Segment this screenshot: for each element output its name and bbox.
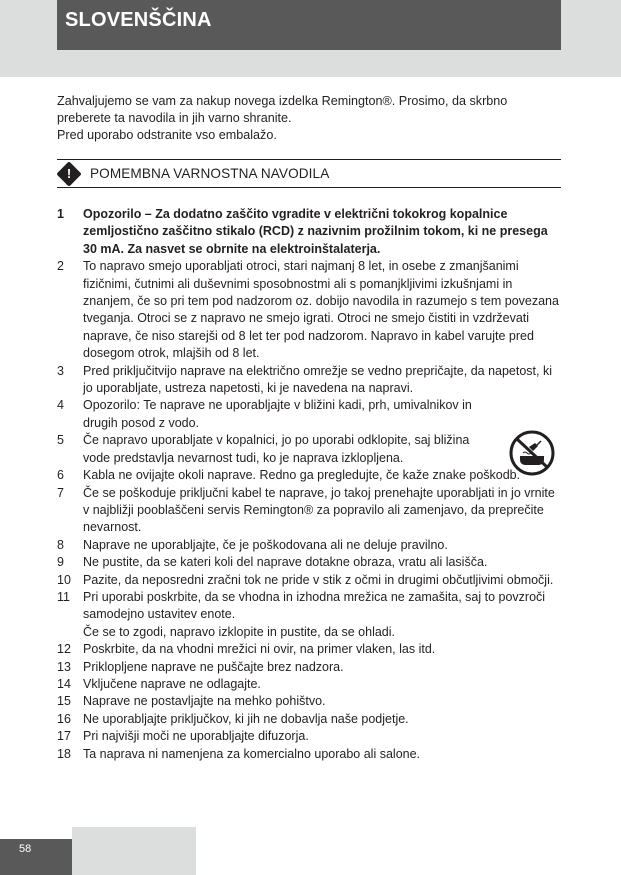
item-text: Ta naprava ni namenjena za komercialno uporabo ali salone. xyxy=(83,746,421,761)
item-text: Ne pustite, da se kateri koli del naprave dotakne obraza, vratu ali lasišča. xyxy=(83,555,488,570)
page-number-box xyxy=(0,839,72,875)
language-title-box xyxy=(57,0,561,50)
item-number: 12 xyxy=(57,642,71,657)
list-item xyxy=(57,589,561,641)
section-title: POMEMBNA VARNOSTNA NAVODILA xyxy=(90,166,330,181)
no-bath-water-icon xyxy=(508,429,556,477)
list-item xyxy=(57,206,561,258)
item-text: Če napravo uporabljate v kopalnici, jo po uporabi odklopite, saj bližina vode predstavlja nevarnost tudi, ko je naprava izklopljena. xyxy=(83,433,470,465)
list-item xyxy=(57,641,561,658)
item-number: 10 xyxy=(57,572,71,587)
item-number: 4 xyxy=(57,398,64,413)
list-item xyxy=(57,467,561,484)
item-text: Pred priključitvijo naprave na električno omrežje se vedno prepričajte, da napetost, ki jo uporabljate, ustreza napetosti, ki je navedena na napravi. xyxy=(83,363,552,396)
list-item xyxy=(57,537,561,554)
item-text: Kabla ne ovijajte okoli naprave. Redno ga pregledujte, če kaže znake poškodb. xyxy=(83,468,521,483)
item-number: 13 xyxy=(57,659,71,674)
list-item xyxy=(57,258,561,362)
list-item xyxy=(57,554,561,571)
list-item xyxy=(57,363,561,398)
list-item xyxy=(57,728,561,745)
item-number: 6 xyxy=(57,468,64,483)
list-item xyxy=(57,693,561,710)
safety-section-header xyxy=(57,159,561,188)
item-text: Pri uporabi poskrbite, da se vhodna in izhodna mrežica ne zamašita, saj to povzroči samodejno ustavitev enote. xyxy=(83,589,546,622)
item-text: Naprave ne postavljajte na mehko pohištvo. xyxy=(83,694,326,709)
item-text: Priklopljene naprave ne puščajte brez nadzora. xyxy=(83,659,344,674)
item-text-continued: Če se to zgodi, napravo izklopite in pustite, da se ohladi. xyxy=(83,624,395,639)
list-item xyxy=(57,485,561,537)
warning-icon xyxy=(56,161,81,186)
page-number: 58 xyxy=(19,843,32,855)
item-number: 17 xyxy=(57,729,71,744)
item-number: 15 xyxy=(57,694,71,709)
item-number: 18 xyxy=(57,746,71,761)
item-text: To napravo smejo uporabljati otroci, stari najmanj 8 let, in osebe z zmanjšanimi fizičnimi, čutnimi ali duševnimi sposobnostmi ali s pomanjkljivimi izkušnjami in znanjem, če so pri tem pod nadzorom oz. dobijo navodila in razumejo s tem povezana tveganja. Otroci se z napravo ne smejo igrati. Otroci ne smejo čistiti in vzdrževati naprave, če niso starejši od 8 let ter pod nadzorom. Napravo in kabel varujte pred dosegom otrok, mlajših od 8 let. xyxy=(83,259,559,361)
list-item xyxy=(57,397,561,432)
warning-glyph: ! xyxy=(66,166,72,181)
item-number: 7 xyxy=(57,485,64,500)
item-text: Če se poškoduje priključni kabel te naprave, jo takoj prenehajte uporabljati in jo vrnite v najbližji pooblaščeni servis Remington® za popravilo ali zamenjavo, da preprečite nevarnost. xyxy=(83,485,555,535)
item-number: 9 xyxy=(57,555,64,570)
item-number: 8 xyxy=(57,537,64,552)
intro-line-2: Pred uporabo odstranite vso embalažo. xyxy=(57,128,277,142)
item-text: Pazite, da neposredni zračni tok ne pride v stik z očmi in drugimi občutljivimi območji. xyxy=(83,572,554,587)
list-item xyxy=(57,572,561,589)
item-text: Vključene naprave ne odlagajte. xyxy=(83,676,261,691)
item-text: Opozorilo – Za dodatno zaščito vgradite v električni tokokrog kopalnice zemljostično zaščitno stikalo (RCD) z nazivnim prožilnim tokom, ki ne presega 30 mA. Za nasvet se obrnite na elektroinštalaterja. xyxy=(83,207,548,256)
item-number: 11 xyxy=(57,589,70,604)
item-text: Ne uporabljajte priključkov, ki jih ne dobavlja naše podjetje. xyxy=(83,711,409,726)
intro-line-1: Zahvaljujemo se vam za nakup novega izdelka Remington®. Prosimo, da skrbno preberete ta navodila in jih varno shranite. xyxy=(57,94,508,125)
item-number: 2 xyxy=(57,259,64,274)
list-item xyxy=(57,711,561,728)
language-title: SLOVENŠČINA xyxy=(65,9,212,31)
item-number: 16 xyxy=(57,711,71,726)
list-item xyxy=(57,432,561,467)
item-number: 14 xyxy=(57,676,71,691)
safety-list xyxy=(57,206,561,763)
item-text: Naprave ne uporabljajte, če je poškodovana ali ne deluje pravilno. xyxy=(83,537,448,552)
item-text: Poskrbite, da na vhodni mrežici ni ovir, na primer vlaken, las itd. xyxy=(83,642,436,657)
list-item xyxy=(57,746,561,763)
item-number: 1 xyxy=(57,207,64,221)
intro-text xyxy=(57,93,557,144)
item-number: 3 xyxy=(57,363,64,378)
item-number: 5 xyxy=(57,433,64,448)
list-item xyxy=(57,676,561,693)
list-item xyxy=(57,659,561,676)
footer-band xyxy=(72,827,196,875)
item-text: Pri najvišji moči ne uporabljajte difuzorja. xyxy=(83,729,309,744)
item-text: Opozorilo: Te naprave ne uporabljajte v bližini kadi, prh, umivalnikov in drugih posod z vodo. xyxy=(83,398,472,430)
